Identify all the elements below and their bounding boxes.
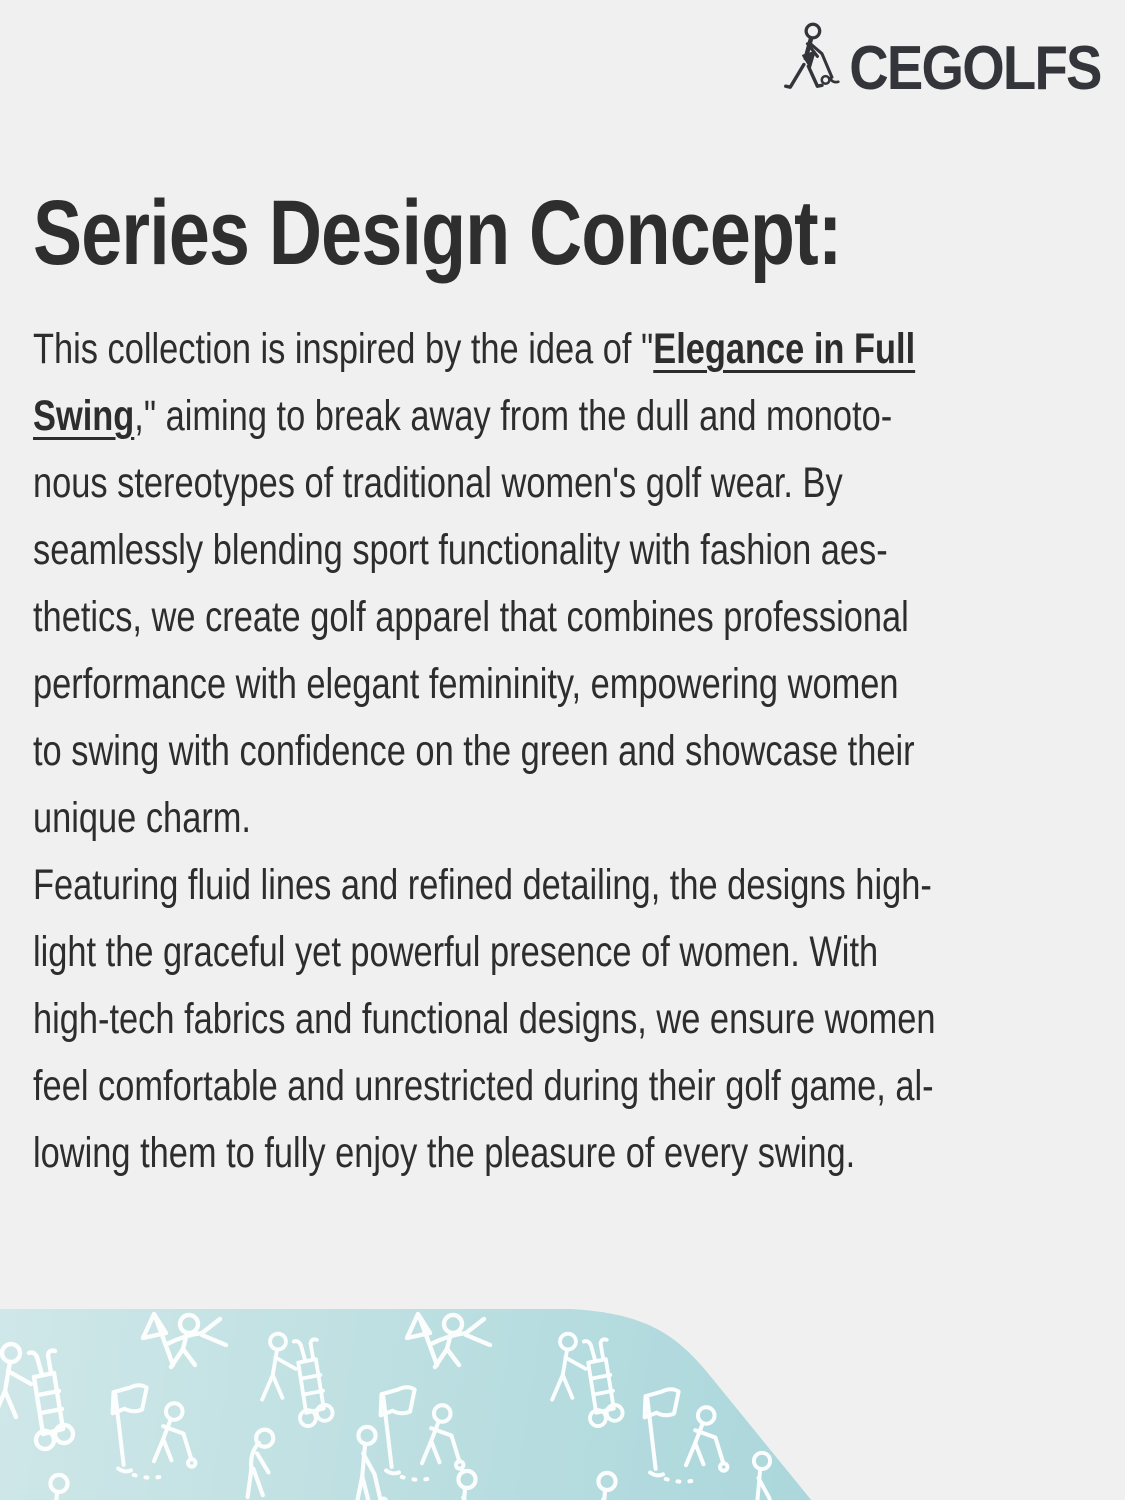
- body-run: to swing with confidence on the green and showcase their: [33, 727, 915, 775]
- body-line: [33, 852, 1089, 919]
- body-run: nous stereotypes of traditional women's golf wear. By: [33, 459, 843, 507]
- body-run: unique charm.: [33, 794, 251, 842]
- body-run: thetics, we create golf apparel that combines professional: [33, 593, 909, 641]
- body-line: [33, 986, 1089, 1053]
- body-emphasis-text: Swing: [33, 392, 135, 440]
- body-line: [33, 919, 1089, 986]
- body-line: [33, 383, 1089, 450]
- body-line: [33, 785, 1089, 852]
- body-run: seamlessly blending sport functionality with fashion aes-: [33, 526, 888, 574]
- golf-pattern-band: [0, 1305, 1125, 1500]
- section-heading: Series Design Concept:: [33, 182, 842, 284]
- body-run: lowing them to fully enjoy the pleasure of every swing.: [33, 1129, 856, 1177]
- body-run: Featuring fluid lines and refined detailing, the designs high-: [33, 861, 932, 909]
- footer-decorative-band: [0, 1305, 1125, 1500]
- brand-logo-text: CEGOLFS: [849, 34, 1101, 103]
- body-run: ," aiming to break away from the dull and monoto-: [134, 392, 893, 440]
- body-line: [33, 1120, 1089, 1187]
- body-run: high-tech fabrics and functional designs, we ensure women: [33, 995, 936, 1043]
- body-run: performance with elegant femininity, empowering women: [33, 660, 899, 708]
- body-line: [33, 1053, 1089, 1120]
- body-line: [33, 316, 1089, 383]
- body-run: light the graceful yet powerful presence of women. With: [33, 928, 879, 976]
- body-line: [33, 651, 1089, 718]
- body-text: [33, 316, 1089, 1187]
- brand-logo: [783, 22, 1101, 103]
- body-line: [33, 718, 1089, 785]
- golfer-logo-icon: [783, 22, 841, 98]
- body-line: [33, 517, 1089, 584]
- body-line: [33, 584, 1089, 651]
- body-line: [33, 450, 1089, 517]
- body-run: feel comfortable and unrestricted during their golf game, al-: [33, 1062, 934, 1110]
- body-run: This collection is inspired by the idea of ": [33, 325, 654, 373]
- body-emphasis-text: Elegance in Full: [653, 325, 916, 373]
